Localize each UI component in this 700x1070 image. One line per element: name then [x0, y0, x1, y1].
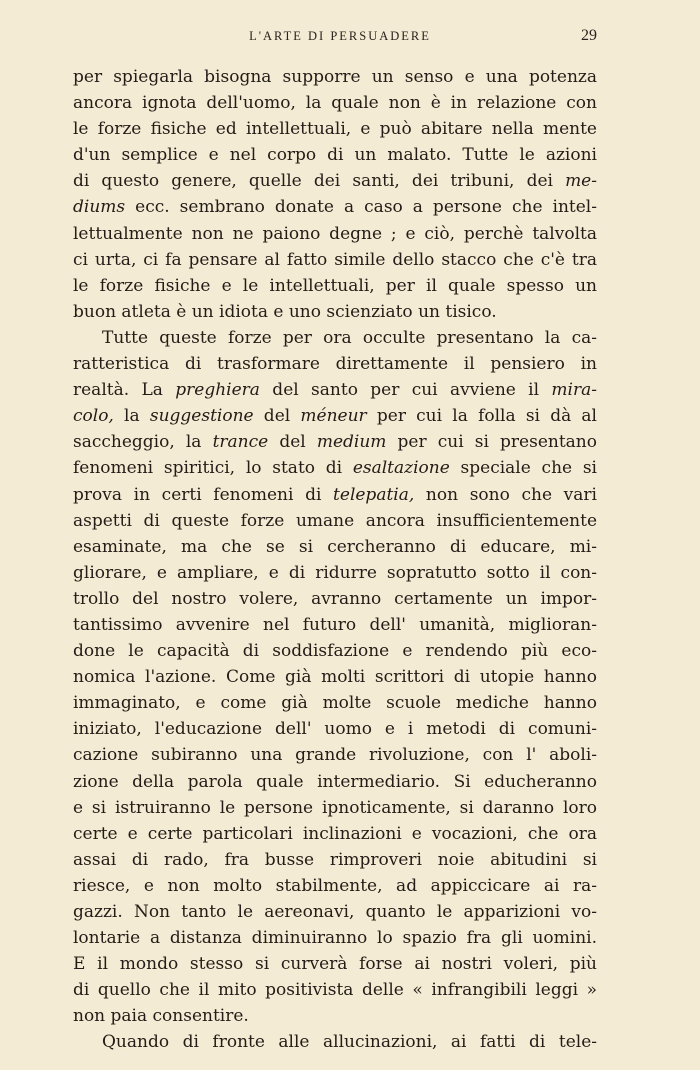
text-line [73, 1029, 597, 1055]
text-run: non paia consentire. [73, 1006, 249, 1027]
text-run: le forze fisiche ed intellettuali, e può abitare nella mente [73, 119, 597, 140]
text-run: del [268, 432, 317, 453]
text-line [73, 560, 597, 586]
text-line [73, 821, 597, 847]
text-run: Tutte queste forze per ora occulte presentano la ca- [102, 327, 597, 348]
text-line [73, 690, 597, 716]
text-line [73, 1003, 597, 1029]
text-line [73, 951, 597, 977]
text-run: riesce, e non molto stabilmente, ad appiccicare ai ra- [73, 875, 597, 896]
text-line [73, 638, 597, 664]
text-run: ci urta, ci fa pensare al fatto simile dello stacco che c'è tra [73, 249, 597, 270]
italic-text: esaltazione [352, 458, 450, 479]
text-line [73, 977, 597, 1003]
text-line [73, 403, 597, 429]
text-line [73, 899, 597, 925]
italic-text: colo, [73, 406, 114, 427]
text-run: per cui si presentano [386, 432, 597, 453]
text-run: per spiegarla bisogna supporre un senso e una potenza [73, 67, 597, 87]
italic-text: mira- [551, 380, 597, 401]
text-line [73, 612, 597, 638]
text-run: iniziato, l'educazione dell' uomo e i metodi di comuni- [73, 719, 597, 740]
text-run: del [253, 406, 301, 427]
text-run: immaginato, e come già molte scuole mediche hanno [73, 693, 597, 714]
text-run: saccheggio, la [73, 432, 213, 453]
text-line [73, 586, 597, 612]
text-line [73, 351, 597, 377]
text-run: assai di rado, fra busse rimproveri noie abitudini si [73, 849, 597, 870]
text-line [73, 168, 597, 194]
text-run: ratteristica di trasformare direttamente il pensiero in [73, 354, 597, 375]
text-run: E il mondo stesso si curverà forse ai nostri voleri, più [73, 954, 597, 975]
italic-text: preghiera [175, 380, 260, 401]
text-run: certe e certe particolari inclinazioni e vocazioni, che ora [73, 823, 597, 844]
text-run: di quello che il mito positivista delle « infrangibili leggi » [73, 980, 597, 1001]
text-run: aspetti di queste forze umane ancora insufficientemente [73, 510, 597, 531]
page-number: 29 [581, 27, 597, 44]
text-line [73, 273, 597, 299]
text-line [73, 429, 597, 455]
text-line [73, 847, 597, 873]
text-line [73, 377, 597, 403]
running-title: L'ARTE DI PERSUADERE [249, 29, 431, 43]
text-line [73, 455, 597, 481]
text-line [73, 664, 597, 690]
text-line [73, 194, 597, 220]
text-run: done le capacità di soddisfazione e rendendo più eco- [73, 641, 597, 662]
text-run: gliorare, e ampliare, e di ridurre sopratutto sotto il con- [73, 562, 597, 583]
text-run: buon atleta è un idiota e uno scienziato un tisico. [73, 301, 497, 322]
text-line [73, 247, 597, 273]
text-line [73, 299, 597, 325]
italic-text: diums [73, 197, 126, 218]
text-line [73, 116, 597, 142]
text-run: di questo genere, quelle dei santi, dei tribuni, dei [73, 171, 566, 192]
text-run: Quando di fronte alle allucinazioni, ai fatti di tele- [102, 1032, 597, 1053]
text-line [73, 795, 597, 821]
text-run: gazzi. Non tanto le aereonavi, quanto le apparizioni vo- [73, 902, 597, 922]
italic-text: telepatia, [333, 484, 415, 505]
italic-text: trance [212, 432, 269, 453]
text-run: esaminate, ma che se si cercheranno di educare, mi- [73, 536, 597, 557]
text-line [73, 142, 597, 168]
italic-text: me- [565, 171, 597, 192]
text-run: lettualmente non ne paiono degne ; e ciò, perchè talvolta [73, 223, 597, 244]
text-line [73, 925, 597, 951]
text-line [73, 221, 597, 247]
text-line [73, 90, 597, 116]
text-run: d'un semplice e nel corpo di un malato. Tutte le azioni [73, 145, 597, 166]
italic-text: suggestione [149, 406, 254, 427]
text-run: ancora ignota dell'uomo, la quale non è in relazione con [73, 93, 597, 114]
text-line [73, 716, 597, 742]
text-line [73, 769, 597, 795]
text-line [73, 873, 597, 899]
text-run: non sono che vari [414, 484, 597, 505]
text-line [73, 482, 597, 508]
body-text [73, 64, 597, 1056]
text-run: nomica l'azione. Come già molti scrittori di utopie hanno [73, 667, 597, 688]
text-run: fenomeni spiritici, lo stato di [73, 458, 353, 479]
text-line [73, 325, 597, 351]
text-run: lontarie a distanza diminuiranno lo spazio fra gli uomini. [73, 928, 597, 949]
text-run: del santo per cui avviene il [259, 380, 552, 401]
text-run: ecc. sembrano donate a caso a persone che intel- [125, 197, 597, 218]
text-run: zione della parola quale intermediario. Si educheranno [73, 771, 597, 792]
text-run: per cui la folla si dà al [366, 406, 597, 427]
text-line [73, 508, 597, 534]
text-run: speciale che si [449, 458, 597, 479]
text-run: realtà. La [73, 380, 176, 401]
text-run: e si istruiranno le persone ipnoticamente, si daranno loro [73, 797, 597, 818]
text-run: prova in certi fenomeni di [73, 484, 334, 505]
text-line [73, 534, 597, 560]
text-run: le forze fisiche e le intellettuali, per il quale spesso un [73, 275, 597, 296]
italic-text: medium [316, 432, 387, 453]
page-header [0, 29, 700, 53]
text-run: cazione subiranno una grande rivoluzione, con l' aboli- [73, 745, 597, 766]
text-run: trollo del nostro volere, avranno certamente un impor- [73, 588, 597, 609]
text-line [73, 64, 597, 90]
text-run: tantissimo avvenire nel futuro dell' umanità, miglioran- [73, 614, 597, 635]
text-line [73, 742, 597, 768]
text-run: la [113, 406, 150, 427]
italic-text: méneur [300, 406, 367, 427]
